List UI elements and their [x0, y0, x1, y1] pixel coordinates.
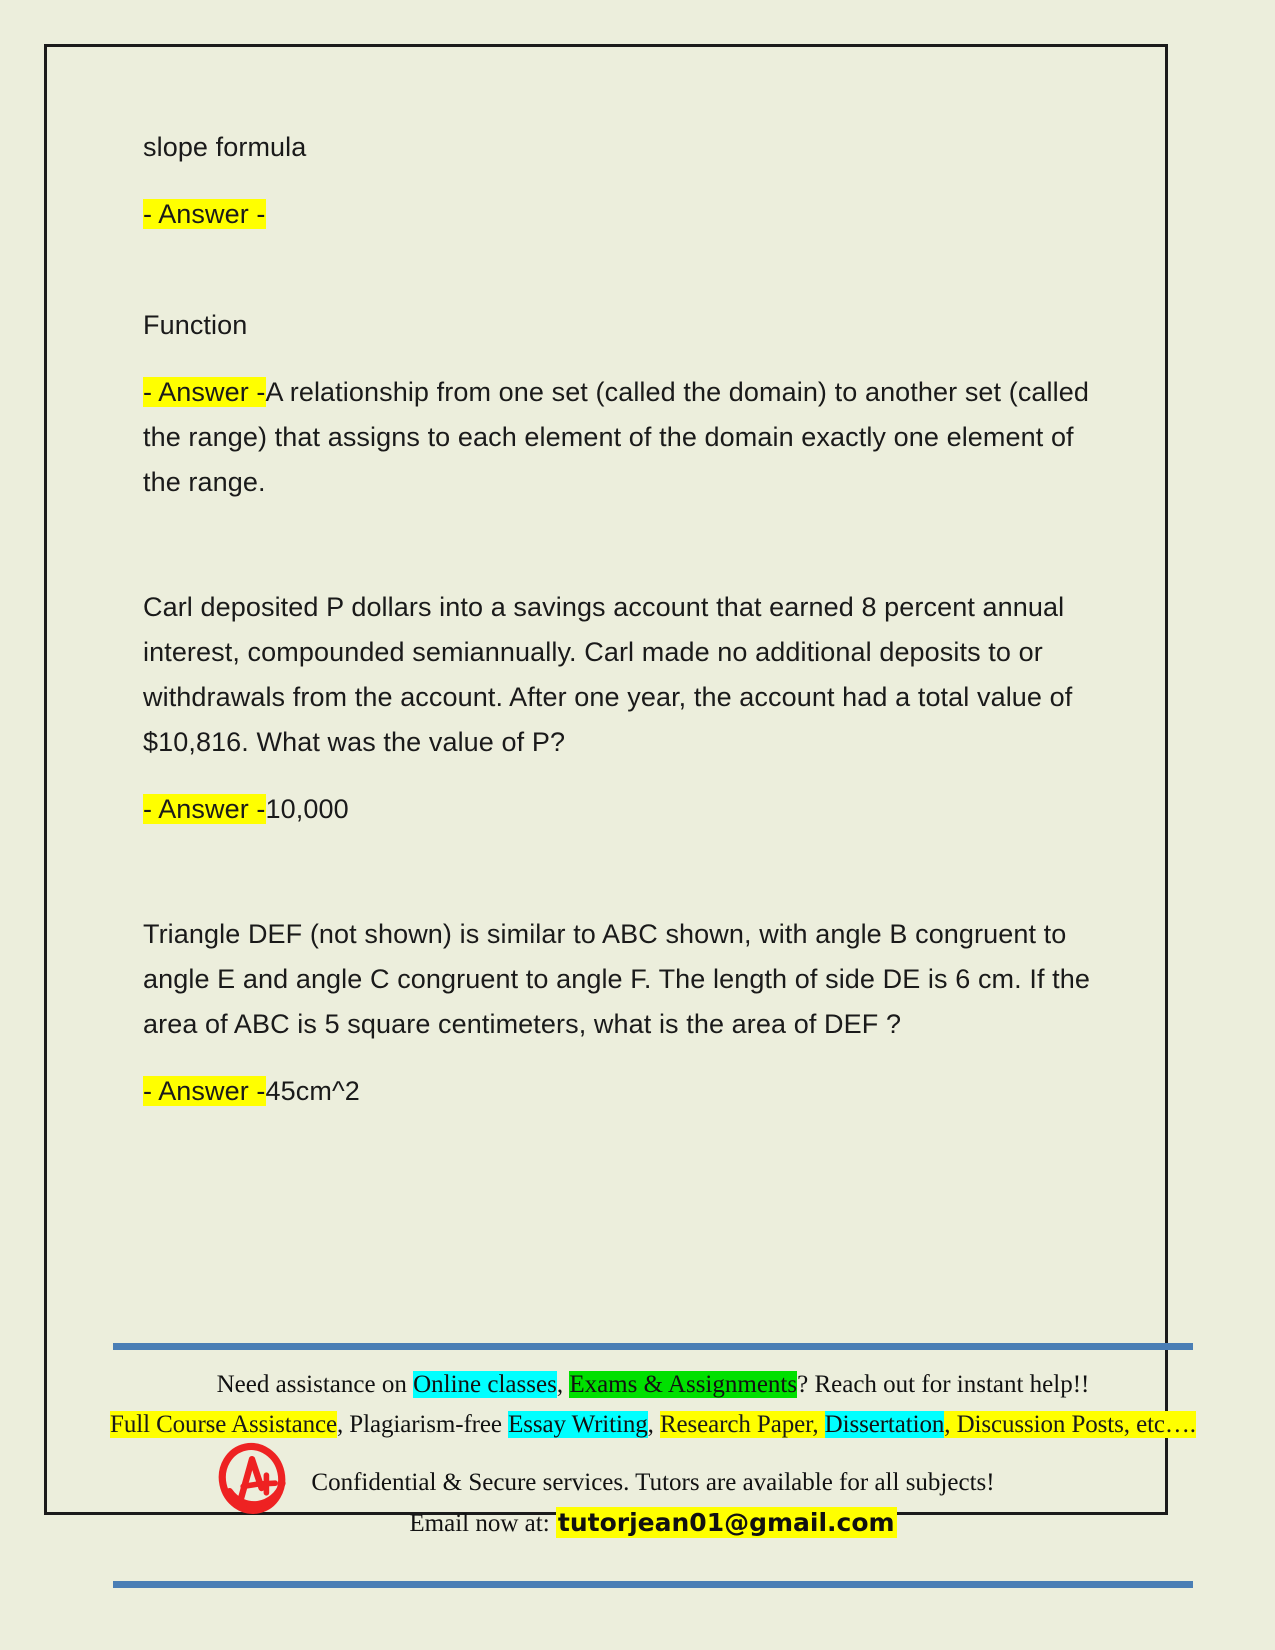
spacer: [143, 1047, 1103, 1069]
question-4-answer: [143, 1069, 1103, 1114]
question-2-prompt: Function: [143, 310, 248, 340]
footer-content: [94, 1350, 1212, 1581]
spacer: [143, 348, 1103, 370]
service-research-paper: Research Paper,: [659, 1411, 825, 1438]
spacer: [94, 1543, 1212, 1569]
spacer: [143, 505, 1103, 585]
question-3-prompt: Carl deposited P dollars into a savings account that earned 8 percent annual interest, compounded semiannually. Carl made no additional deposits to or withdrawals from the account. After one year, the account had a total value of $10,816. What was the value of P?: [143, 592, 1073, 757]
footer-divider-bottom: [113, 1581, 1193, 1588]
footer-divider-top: [113, 1343, 1193, 1350]
answer-label: - Answer -: [143, 794, 266, 824]
email-address[interactable]: tutorjean01@gmail.com: [557, 1508, 895, 1537]
answer-text: 10,000: [265, 794, 349, 824]
answer-text: A relationship from one set (called the domain) to another set (called the range) that assigns to each element of the domain exactly one element of the range.: [143, 377, 1089, 497]
footer-line-3: Confidential & Secure services. Tutors are available for all subjects!: [311, 1469, 995, 1496]
service-exams-assignments: Exams & Assignments: [569, 1371, 798, 1398]
spacer: [143, 832, 1103, 912]
question-4-prompt: Triangle DEF (not shown) is similar to ABC shown, with angle B congruent to angle E and angle C congruent to angle F. The length of side DE is 6 cm. If the area of ABC is 5 square centimeters, what is the area of DEF ?: [143, 919, 1090, 1039]
footer-text: , Plagiarism-free: [337, 1411, 509, 1438]
spacer: [143, 237, 1103, 303]
service-full-course-assistance: Full Course Assistance: [110, 1411, 337, 1438]
service-dissertation: Dissertation: [824, 1411, 945, 1438]
spacer: [143, 170, 1103, 192]
answer-text: 45cm^2: [265, 1076, 360, 1106]
service-essay-writing: Essay Writing: [508, 1411, 648, 1438]
footer-text: ,: [556, 1371, 570, 1398]
footer-text: ,: [647, 1411, 660, 1438]
service-online-classes: Online classes: [413, 1371, 557, 1398]
a-plus-logo-icon: [212, 1438, 292, 1522]
email-label: Email now at:: [409, 1510, 556, 1537]
answer-label: - Answer -: [143, 1076, 266, 1106]
answer-label: - Answer -: [143, 377, 266, 407]
answer-label: - Answer -: [143, 199, 266, 229]
footer: [94, 1343, 1212, 1588]
question-1-answer: [143, 192, 1103, 237]
document-body: [143, 125, 1103, 1114]
footer-line-1: [94, 1366, 1212, 1404]
spacer: [143, 765, 1103, 787]
footer-text: Need assistance on: [216, 1371, 414, 1398]
question-2-answer: [143, 370, 1103, 505]
question-3-answer: [143, 787, 1103, 832]
service-discussion-posts: , Discussion Posts, etc….: [944, 1411, 1196, 1438]
footer-text: ? Reach out for instant help!!: [797, 1371, 1090, 1398]
question-1-prompt: slope formula: [143, 132, 307, 162]
page-frame: [44, 44, 1196, 1537]
